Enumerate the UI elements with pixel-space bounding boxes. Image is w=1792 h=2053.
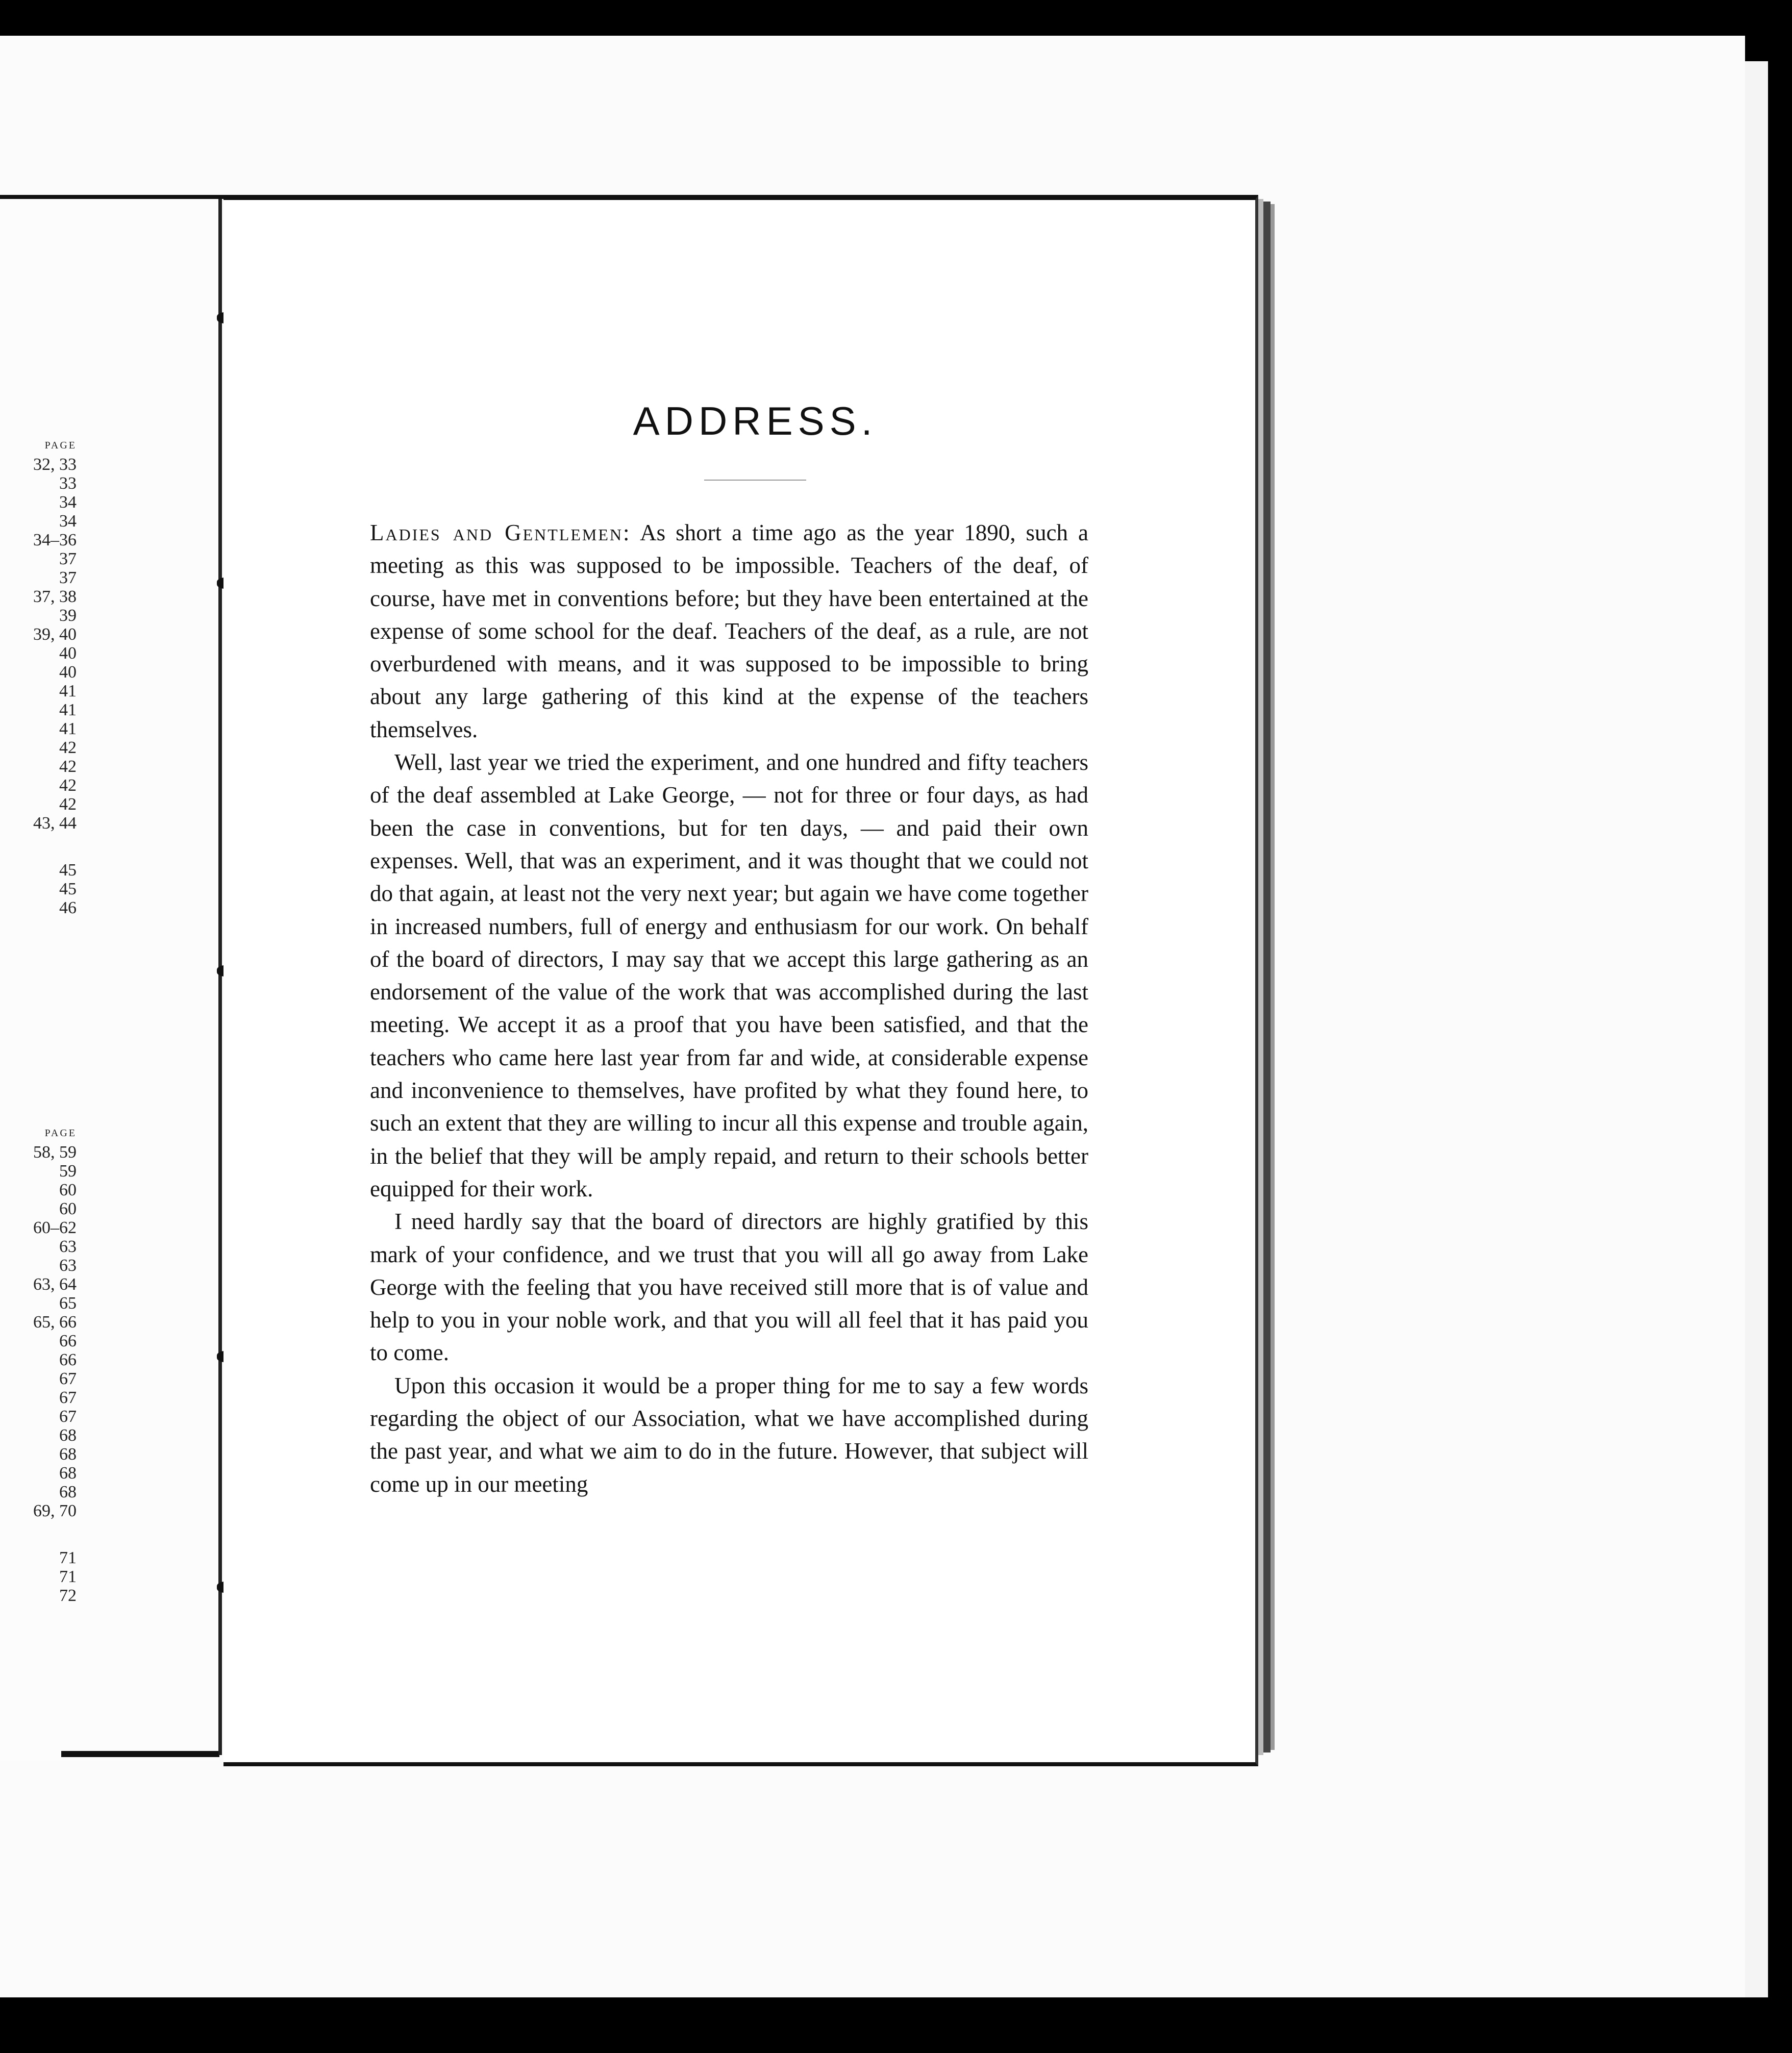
toc-page-number: 66 xyxy=(59,1350,77,1369)
toc-page-number: 59 xyxy=(59,1162,77,1181)
toc-page-number: 68 xyxy=(59,1445,77,1464)
sheet-right-margin xyxy=(1745,61,1768,2000)
paragraph-3: I need hardly say that the board of directors are highly gratified by this mark of your confidence, and we trust that you will all go away from Lake George with the feeling that you have received still more that is of value and help to you in your noble work, and that you will all feel that it has paid you to come. xyxy=(370,1209,1088,1366)
toc-page-number: 72 xyxy=(59,1586,77,1605)
paragraph-2: Well, last year we tried the experiment, and one hundred and fifty teachers of the deaf assembled at Lake George, — not for three or four days, as had been the case in conventions, but for ten days, — and paid their own expenses. Well, that was an experiment, and it was thought that we could not do that again, at least not the very next year; but again we have come together in increased numbers, full of energy and enthusiasm for our work. On behalf of the board of directors, I may say that we accept this large gathering as an endorsement of the value of the work that was accomplished during the last meeting. We accept it as a proof that you have been satisfied, and that the teachers who came here last year from far and wide, at considerable expense and inconvenience to themselves, have profited by what they found here, to such an extent that they are willing to incur all this expense and trouble again, in the belief that they will be amply repaid, and return to their schools better equipped for their work. xyxy=(370,749,1088,1201)
paragraph-text: As short a time ago as the year 1890, such a meeting as this was supposed to be impossible. Teachers of the deaf, of course, have met in conventions before; but they have been entertained at the expense of some school for the deaf. Teachers of the deaf, as a rule, are not overburdened with means, and it was supposed to be impossible to bring about any large gathering of this kind at the expense of the teachers themselves. xyxy=(370,520,1088,742)
toc-page-number: 42 xyxy=(59,795,77,814)
toc-page-number: 37, 38 xyxy=(33,587,77,606)
toc-page-number: 42 xyxy=(59,776,77,795)
toc-page-number: 41 xyxy=(59,700,77,719)
book-gutter xyxy=(218,199,222,1755)
toc-page-number: 63, 64 xyxy=(33,1275,77,1294)
paragraph-1 xyxy=(370,516,1088,746)
toc-page-number: 71 xyxy=(59,1567,77,1586)
toc-page-number: 68 xyxy=(59,1464,77,1483)
toc-page-number: 45 xyxy=(59,861,77,880)
toc-page-number: 63 xyxy=(59,1237,77,1256)
toc-page-number: 45 xyxy=(59,880,77,898)
toc-page-number: 66 xyxy=(59,1332,77,1350)
toc-page-number: 34–36 xyxy=(33,531,77,549)
address-body xyxy=(370,516,1088,1500)
toc-page-number: 68 xyxy=(59,1426,77,1445)
toc-page-number: 41 xyxy=(59,682,77,700)
toc-page-number: 43, 44 xyxy=(33,814,77,833)
page-stack-edge xyxy=(1263,202,1271,1752)
toc-page-number: 34 xyxy=(59,493,77,512)
toc-page-number: 67 xyxy=(59,1369,77,1388)
toc-page-number: 63 xyxy=(59,1256,77,1275)
toc-page-number: 39, 40 xyxy=(33,625,77,644)
toc-page-number: 67 xyxy=(59,1388,77,1407)
toc-page-header: PAGE xyxy=(44,440,77,451)
toc-column-upper xyxy=(0,438,77,917)
toc-page-number: 41 xyxy=(59,719,77,738)
previous-page-bottom-rule xyxy=(61,1751,219,1757)
toc-page-header: PAGE xyxy=(44,1128,77,1139)
paragraph-4: Upon this occasion it would be a proper thing for me to say a few words regarding the object of our Association, what we have accomplished during the past year, and what we aim to do in the future. However, that subject will come up in our meeting xyxy=(370,1372,1088,1497)
toc-page-number: 34 xyxy=(59,512,77,531)
toc-page-number: 33 xyxy=(59,474,77,493)
toc-page-number: 39 xyxy=(59,606,77,625)
toc-page-number: 42 xyxy=(59,757,77,776)
toc-page-number: 69, 70 xyxy=(33,1501,77,1520)
toc-page-number: 65, 66 xyxy=(33,1313,77,1332)
page-stack-edge xyxy=(1258,199,1263,1755)
title-rule xyxy=(704,480,806,481)
toc-page-number: 40 xyxy=(59,663,77,682)
toc-page-number: 37 xyxy=(59,549,77,568)
page-title: ADDRESS. xyxy=(633,398,878,443)
toc-page-number xyxy=(0,1520,77,1548)
scan-bottom-border xyxy=(0,1997,1792,2053)
toc-page-number: 37 xyxy=(59,568,77,587)
toc-page-number: 42 xyxy=(59,738,77,757)
scan-top-border xyxy=(0,0,1792,36)
toc-page-numbers xyxy=(0,1143,77,1605)
toc-column-lower xyxy=(0,1125,77,1605)
toc-page-number: 60 xyxy=(59,1199,77,1218)
toc-page-number: 46 xyxy=(59,898,77,917)
toc-page-number: 68 xyxy=(59,1483,77,1501)
toc-page-number: 71 xyxy=(59,1548,77,1567)
page-stack-edge xyxy=(1271,204,1275,1750)
toc-page-number: 60 xyxy=(59,1181,77,1199)
toc-page-numbers xyxy=(0,455,77,917)
toc-page-number xyxy=(0,833,77,861)
toc-page-number: 60–62 xyxy=(33,1218,77,1237)
toc-page-number: 65 xyxy=(59,1294,77,1313)
toc-page-number: 32, 33 xyxy=(33,455,77,474)
salutation: Ladies and Gentlemen: xyxy=(370,520,631,545)
toc-page-number: 67 xyxy=(59,1407,77,1426)
toc-page-number: 40 xyxy=(59,644,77,663)
toc-page-number: 58, 59 xyxy=(33,1143,77,1162)
